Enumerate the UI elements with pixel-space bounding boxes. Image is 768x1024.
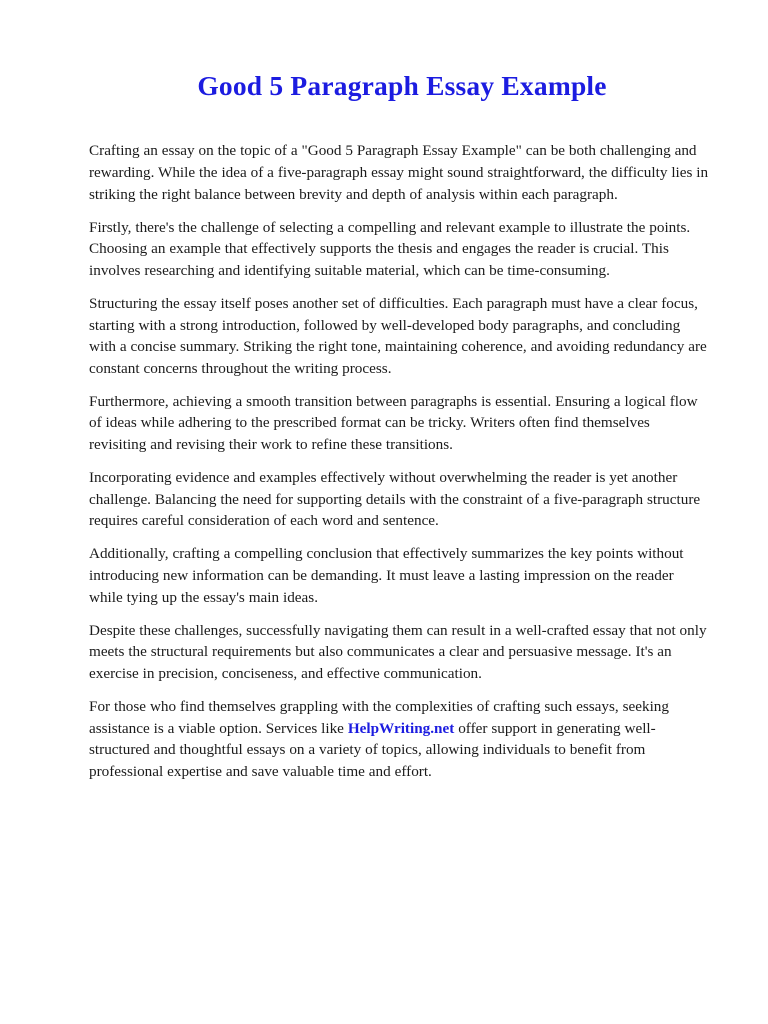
- document-body: [89, 70, 711, 782]
- helpwriting-link[interactable]: HelpWriting.net: [347, 719, 455, 737]
- paragraph-despite-challenges: Despite these challenges, successfully navigating them can result in a well-crafted essay that not only meets the structural requirements but also communicates a clear and persuasive message. It's an exercise in precision, conciseness, and effective communication.: [89, 621, 707, 682]
- paragraph-structuring: Structuring the essay itself poses another set of difficulties. Each paragraph must have a clear focus, starting with a strong introduction, followed by well-developed body paragraphs, and concluding with a concise summary. Striking the right tone, maintaining coherence, and avoiding redundancy are constant concerns throughout the writing process.: [89, 295, 707, 377]
- paragraph-evidence: Incorporating evidence and examples effectively without overwhelming the reader is yet another challenge. Balancing the need for supporting details with the constraint of a five-paragraph structure requires careful consideration of each word and sentence.: [89, 469, 701, 530]
- promo-text-after-link: offer support in generating well-structured and thoughtful essays on a variety of topics, allowing individuals to benefit from professional expertise and save valuable time and effort.: [89, 719, 656, 780]
- promo-text-before-link: For those who find themselves grappling with the complexities of crafting such essays, seeking assistance is a viable option. Services like: [89, 698, 669, 737]
- page-title: Good 5 Paragraph Essay Example: [197, 70, 607, 101]
- paragraph-transitions: Furthermore, achieving a smooth transition between paragraphs is essential. Ensuring a logical flow of ideas while adhering to the prescribed format can be tricky. Writers often find themselves revisiting and revising their work to refine these transitions.: [89, 392, 698, 454]
- paragraph-conclusion-crafting: Additionally, crafting a compelling conclusion that effectively summarizes the key points without introducing new information can be demanding. It must leave a lasting impression on the reader while tying up the essay's main ideas.: [89, 545, 684, 606]
- paragraph-service-promo: [89, 696, 711, 782]
- paragraph-intro: Crafting an essay on the topic of a "Good 5 Paragraph Essay Example" can be both challenging and rewarding. While the idea of a five-paragraph essay might sound straightforward, the difficulty lies in striking the right balance between brevity and depth of analysis within each paragraph.: [89, 142, 709, 203]
- paragraph-selecting-example: Firstly, there's the challenge of selecting a compelling and relevant example to illustrate the points. Choosing an example that effectively supports the thesis and engages the reader is crucial. This involves researching and identifying suitable material, which can be time-consuming.: [89, 218, 691, 279]
